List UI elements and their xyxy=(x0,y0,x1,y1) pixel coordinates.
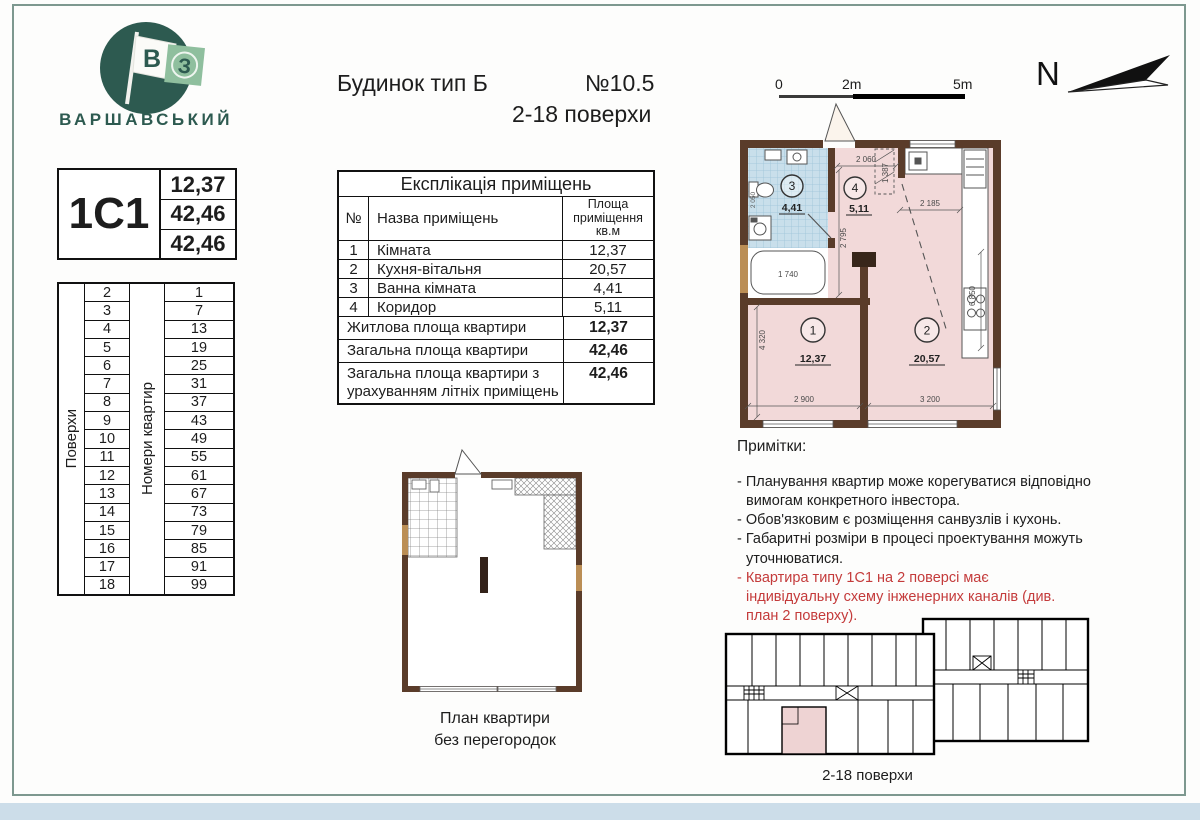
apartment-number-cell: 37 xyxy=(165,393,233,411)
explication-summary xyxy=(339,317,653,403)
floor-number-cell: 11 xyxy=(85,448,129,466)
apartment-number-cell: 55 xyxy=(165,448,233,466)
brand-name: ВАРШАВСЬКИЙ xyxy=(59,110,233,129)
logo-square-icon xyxy=(164,44,205,86)
room4-area: 5,11 xyxy=(849,203,869,215)
apartments-column-label: Номери квартир xyxy=(138,382,156,496)
room2-area: 20,57 xyxy=(913,353,941,365)
dim-hall-depth: 2 795 xyxy=(839,227,848,249)
summary-row xyxy=(339,340,653,363)
floor-number-cell: 8 xyxy=(85,393,129,411)
apartment-number-cell: 7 xyxy=(165,301,233,319)
room-area: 20,57 xyxy=(589,260,627,278)
summary-row xyxy=(339,363,653,403)
apartment-number-cell: 91 xyxy=(165,557,233,575)
floor-number-cell: 5 xyxy=(85,338,129,356)
room-name: Коридор xyxy=(369,298,563,316)
floor-number-cell: 13 xyxy=(85,484,129,502)
explication-title: Експлікація приміщень xyxy=(339,172,653,197)
floor-number-cell: 10 xyxy=(85,429,129,447)
floor-number-cell: 3 xyxy=(85,301,129,319)
summary-value: 42,46 xyxy=(589,342,628,359)
summary-label: Загальна площа квартири з урахуванням літніх приміщень xyxy=(339,363,564,403)
dim-bath-width: 2 050 xyxy=(750,191,757,209)
floor-numbers-column xyxy=(85,284,129,594)
summary-row xyxy=(339,317,653,340)
plan2-caption xyxy=(397,708,593,751)
explication-table xyxy=(337,170,655,405)
apartment-number-cell: 85 xyxy=(165,539,233,557)
dim-hall-width: 2 060 xyxy=(855,155,877,164)
floor-number-cell: 2 xyxy=(102,284,112,301)
cross-hatch-band xyxy=(515,478,576,495)
floor-number-cell: 17 xyxy=(85,557,129,575)
note-item-2: - Обов'язковим є розміщення санвузлів і кухонь. xyxy=(737,512,1062,529)
cross-hatch-block xyxy=(544,495,576,549)
col-header-num: № xyxy=(339,197,369,240)
room-number: 1 xyxy=(339,241,369,259)
logo-flag-letter: В xyxy=(142,45,162,73)
apartment-number-cell: 79 xyxy=(165,521,233,539)
plan2-caption-line2: без перегородок xyxy=(434,731,556,749)
entrance-door-icon xyxy=(825,104,855,141)
plan2-windows xyxy=(420,687,556,692)
building-plan-caption: 2-18 поверхи xyxy=(822,767,913,784)
room-number: 4 xyxy=(339,298,369,316)
dim-room1-width: 2 900 xyxy=(793,395,815,404)
apartment-number-cell: 67 xyxy=(165,484,233,502)
explication-rows xyxy=(339,241,653,317)
north-arrow-icon xyxy=(1064,35,1176,101)
apartment-number-cell: 25 xyxy=(165,356,233,374)
apartment-number-cell: 43 xyxy=(165,411,233,429)
plan2-pillar xyxy=(480,557,488,593)
dim-tub-length: 1 740 xyxy=(777,270,799,279)
page-footer-strip xyxy=(0,803,1200,820)
apartment-numbers-column xyxy=(165,284,233,594)
col-header-name: Назва приміщень xyxy=(369,197,563,240)
scale-segment-1 xyxy=(779,95,853,98)
explication-row xyxy=(339,279,653,298)
dim-kitchen-width: 2 185 xyxy=(919,199,941,208)
room-number: 2 xyxy=(339,260,369,278)
building-plan xyxy=(718,612,1103,764)
floors-column-label: Поверхи xyxy=(63,409,80,469)
north-label: N xyxy=(1036,55,1060,92)
room-name: Ванна кімната xyxy=(369,279,563,297)
floors-range: 2-18 поверхи xyxy=(512,101,652,127)
plan2-caption-line1: План квартири xyxy=(440,710,550,727)
apartment-number-cell: 19 xyxy=(165,338,233,356)
scale-label-5m: 5m xyxy=(953,76,973,92)
north-compass xyxy=(1030,35,1180,107)
notes-section xyxy=(737,438,1107,626)
floor-number-cell: 12 xyxy=(85,466,129,484)
summary-label: Житлова площа квартири xyxy=(339,317,564,339)
floor-number-cell: 16 xyxy=(85,539,129,557)
apartment-type: 1С1 xyxy=(59,170,161,258)
total-area-value: 42,46 xyxy=(161,199,235,228)
apartment-number-cell: 13 xyxy=(165,320,233,338)
notes-title: Примітки: xyxy=(737,438,807,455)
scale-label-2m: 2m xyxy=(842,76,862,92)
room-area: 4,41 xyxy=(593,279,623,297)
apartment-number-cell: 1 xyxy=(194,284,204,301)
room-name: Кухня-вітальня xyxy=(369,260,563,278)
floor-number-cell: 4 xyxy=(85,320,129,338)
dim-closet-width: 1 387 xyxy=(881,162,890,184)
explication-header-row xyxy=(339,197,653,241)
floor-number-cell: 6 xyxy=(85,356,129,374)
room2-number: 2 xyxy=(923,323,931,338)
room-name: Кімната xyxy=(369,241,563,259)
floor-number-cell: 15 xyxy=(85,521,129,539)
scale-segment-2 xyxy=(853,94,965,99)
apartment-number-cell: 99 xyxy=(165,576,233,594)
room1-number: 1 xyxy=(809,323,817,338)
apartments-label-cell xyxy=(129,284,165,594)
plan-no-partitions xyxy=(392,447,597,705)
logo-square-letter: З xyxy=(176,54,193,79)
room4-number: 4 xyxy=(851,181,859,195)
highlighted-apartment xyxy=(782,707,826,754)
room-area: 5,11 xyxy=(593,298,623,316)
floors-label-cell xyxy=(59,284,85,594)
note-item-1: - Планування квартир може корегуватися відповідно вимогам конкретного інвестора. xyxy=(737,474,1091,510)
dim-kitchen-depth: 6 850 xyxy=(968,285,977,307)
plan-number: №10.5 xyxy=(585,70,655,96)
explication-row xyxy=(339,241,653,260)
apartment-number-cell: 31 xyxy=(165,374,233,392)
floor-number-cell: 14 xyxy=(85,503,129,521)
floors-apartments-table xyxy=(57,282,235,596)
scale-label-0: 0 xyxy=(775,76,783,92)
document-title: Будинок тип Б xyxy=(337,70,488,96)
room3-number: 3 xyxy=(788,179,796,193)
living-area-value: 12,37 xyxy=(170,171,226,197)
total-area-summer-value: 42,46 xyxy=(161,229,235,258)
dim-room2-width: 3 200 xyxy=(919,395,941,404)
room-number: 3 xyxy=(339,279,369,297)
note-item-4: - Квартира типу 1С1 на 2 поверсі має індивідуальну схему інженерних каналів (див. план 2 поверху). xyxy=(737,569,1056,624)
floor-number-cell: 7 xyxy=(85,374,129,392)
col-header-area: Площа приміщення кв.м xyxy=(573,196,643,239)
apartment-type-card xyxy=(57,168,237,260)
apartment-number-cell: 61 xyxy=(165,466,233,484)
summary-label: Загальна площа квартири xyxy=(339,340,564,362)
main-floor-plan xyxy=(735,100,1005,435)
dim-room1-depth: 4 320 xyxy=(758,329,767,351)
summary-value: 42,46 xyxy=(589,365,628,382)
explication-row xyxy=(339,260,653,279)
room3-area: 4,41 xyxy=(781,202,803,214)
room1-area: 12,37 xyxy=(799,353,827,365)
floor-number-cell: 18 xyxy=(85,576,129,594)
summary-value: 12,37 xyxy=(589,319,628,336)
floor-number-cell: 9 xyxy=(85,411,129,429)
note-item-3: - Габаритні розміри в процесі проектування можуть уточнюватися. xyxy=(737,531,1083,567)
apartment-number-cell: 49 xyxy=(165,429,233,447)
room-area: 12,37 xyxy=(589,241,627,259)
apartment-number-cell: 73 xyxy=(165,503,233,521)
explication-row xyxy=(339,298,653,317)
plan2-door-icon xyxy=(455,450,481,474)
brand-logo xyxy=(80,18,216,122)
